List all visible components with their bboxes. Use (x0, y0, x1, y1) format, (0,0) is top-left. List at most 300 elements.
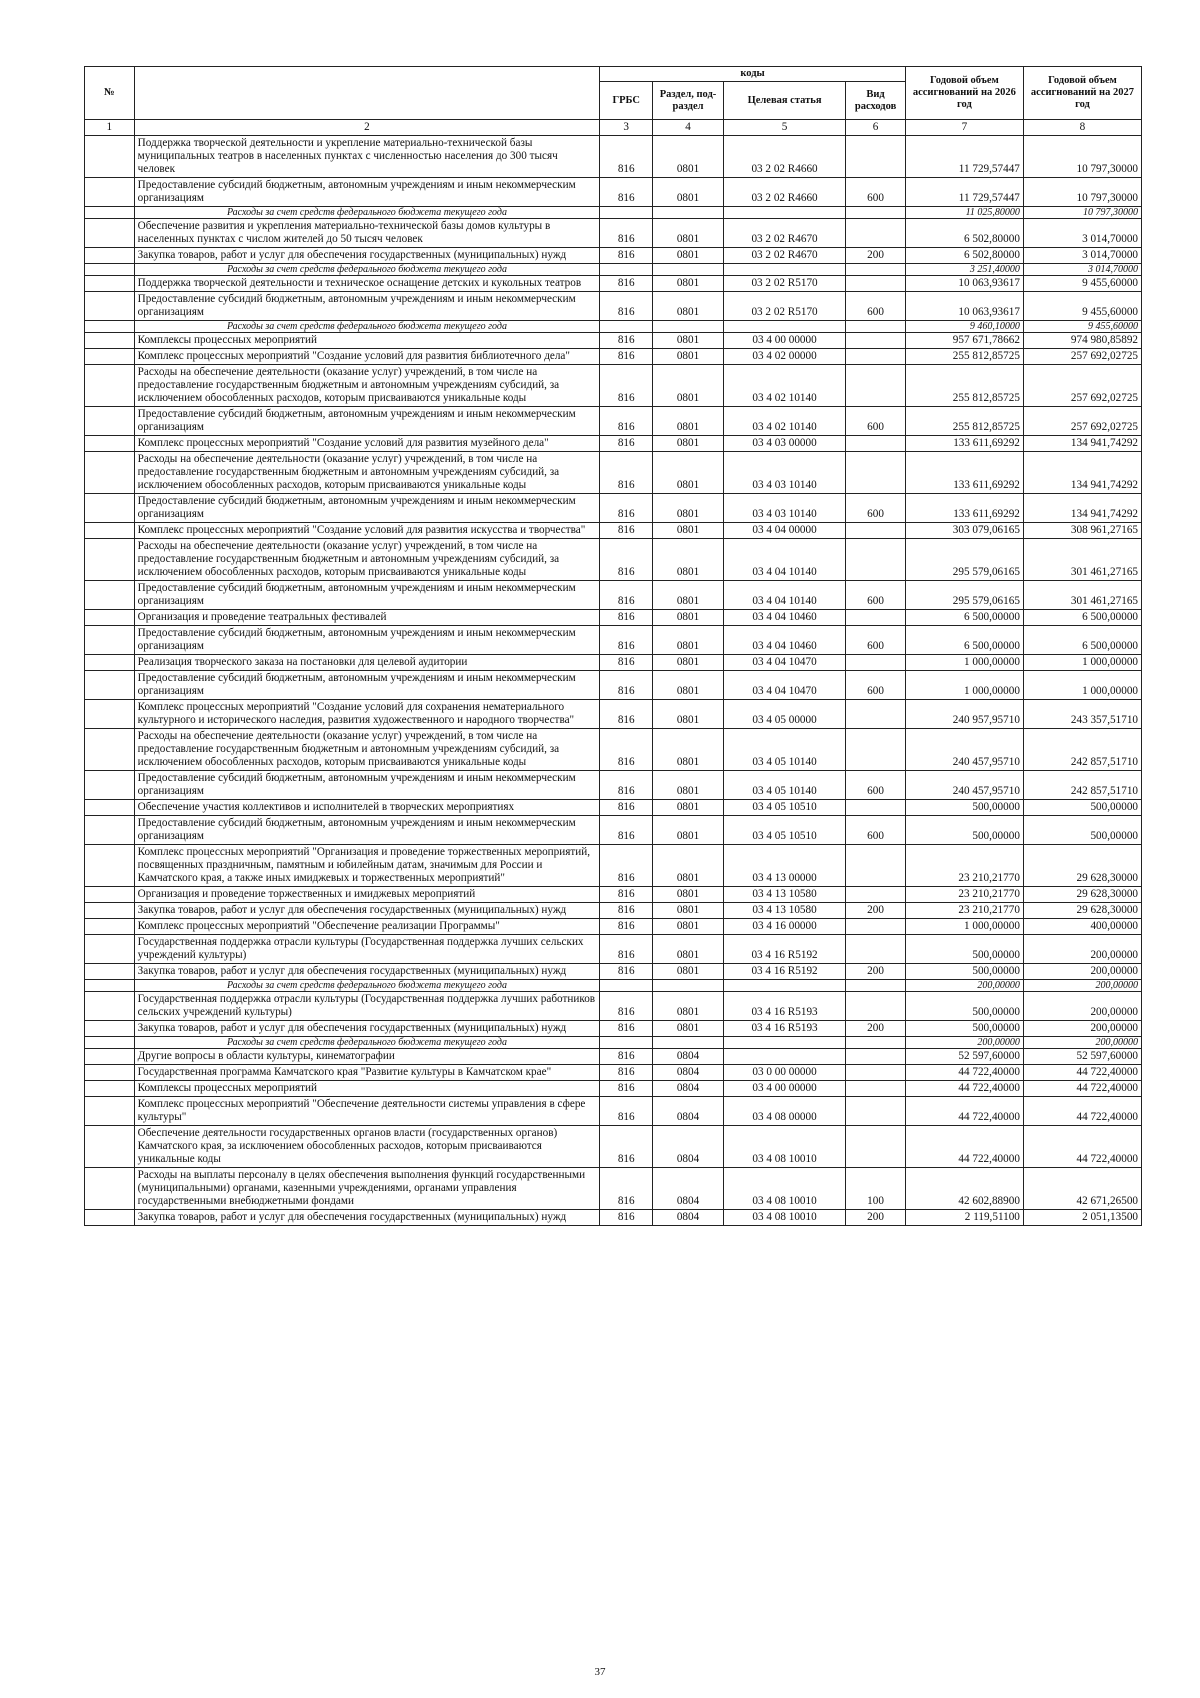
row-expense-type-cell: 200 (846, 903, 906, 919)
row-num-cell (85, 178, 135, 207)
table-row (85, 1168, 1142, 1210)
row-grbs-cell: 816 (600, 523, 653, 539)
row-expense-type-cell (846, 1037, 906, 1049)
row-2027-cell: 500,00000 (1023, 800, 1141, 816)
row-num-cell (85, 655, 135, 671)
federal-note-row (85, 1037, 1142, 1049)
row-expense-type-cell (846, 1049, 906, 1065)
row-2027-cell: 243 357,51710 (1023, 700, 1141, 729)
row-target-cell: 03 4 04 10140 (723, 539, 845, 581)
row-expense-type-cell (846, 980, 906, 992)
row-2027-cell: 9 455,60000 (1023, 276, 1141, 292)
table-row (85, 407, 1142, 436)
row-num-cell (85, 1049, 135, 1065)
row-expense-type-cell: 200 (846, 248, 906, 264)
row-section-cell: 0801 (653, 671, 724, 700)
row-grbs-cell: 816 (600, 1081, 653, 1097)
row-target-cell: 03 4 08 10010 (723, 1168, 845, 1210)
row-2026-cell: 23 210,21770 (905, 887, 1023, 903)
row-num-cell (85, 671, 135, 700)
header-name (134, 67, 600, 120)
table-row (85, 436, 1142, 452)
row-name-cell: Обеспечение деятельности государственных органов власти (государственных органов) Камчатского края, за исключением обособленных расходов, которым присваиваются уникальные коды (134, 1126, 600, 1168)
row-expense-type-cell: 600 (846, 771, 906, 800)
row-section-cell: 0801 (653, 136, 724, 178)
row-2027-cell: 10 797,30000 (1023, 136, 1141, 178)
row-num-cell (85, 992, 135, 1021)
row-target-cell (723, 321, 845, 333)
row-grbs-cell: 816 (600, 1049, 653, 1065)
row-2026-cell: 500,00000 (905, 1021, 1023, 1037)
row-name-cell: Комплекс процессных мероприятий "Обеспечение реализации Программы" (134, 919, 600, 935)
row-num-cell (85, 407, 135, 436)
row-2027-cell: 257 692,02725 (1023, 365, 1141, 407)
row-2026-cell: 6 500,00000 (905, 610, 1023, 626)
table-row (85, 1049, 1142, 1065)
row-grbs-cell: 816 (600, 671, 653, 700)
row-target-cell: 03 4 03 00000 (723, 436, 845, 452)
row-num-cell (85, 887, 135, 903)
row-2027-cell: 400,00000 (1023, 919, 1141, 935)
row-grbs-cell: 816 (600, 248, 653, 264)
row-name-cell: Поддержка творческой деятельности и укрепление материально-технической базы муниципальных театров в населенных пунктах с численностью населения до 300 тысяч человек (134, 136, 600, 178)
table-row (85, 992, 1142, 1021)
row-grbs-cell: 816 (600, 655, 653, 671)
row-num-cell (85, 903, 135, 919)
row-name-cell: Предоставление субсидий бюджетным, автономным учреждениям и иным некоммерческим организациям (134, 494, 600, 523)
table-row (85, 671, 1142, 700)
row-2027-cell: 1 000,00000 (1023, 671, 1141, 700)
table-row (85, 1210, 1142, 1226)
row-2027-cell: 44 722,40000 (1023, 1097, 1141, 1126)
row-target-cell: 03 4 08 00000 (723, 1097, 845, 1126)
row-section-cell: 0801 (653, 771, 724, 800)
row-num-cell (85, 1097, 135, 1126)
row-section-cell (653, 207, 724, 219)
row-num-cell (85, 845, 135, 887)
row-2027-cell: 44 722,40000 (1023, 1081, 1141, 1097)
row-2027-cell: 200,00000 (1023, 1037, 1141, 1049)
row-num-cell (85, 935, 135, 964)
row-name-cell: Предоставление субсидий бюджетным, автономным учреждениям и иным некоммерческим организациям (134, 292, 600, 321)
row-2027-cell: 200,00000 (1023, 1021, 1141, 1037)
row-name-cell: Государственная поддержка отрасли культуры (Государственная поддержка лучших сельских учреждений культуры) (134, 935, 600, 964)
row-section-cell: 0801 (653, 655, 724, 671)
table-row (85, 349, 1142, 365)
row-section-cell: 0801 (653, 887, 724, 903)
table-row (85, 178, 1142, 207)
row-target-cell: 03 4 05 10510 (723, 816, 845, 845)
row-grbs-cell: 816 (600, 581, 653, 610)
header-num: № (85, 67, 135, 120)
table-row (85, 276, 1142, 292)
row-2027-cell: 134 941,74292 (1023, 452, 1141, 494)
row-name-cell: Обеспечение участия коллективов и исполнителей в творческих мероприятиях (134, 800, 600, 816)
row-expense-type-cell (846, 136, 906, 178)
row-section-cell: 0804 (653, 1081, 724, 1097)
row-section-cell: 0801 (653, 1021, 724, 1037)
row-section-cell: 0801 (653, 365, 724, 407)
row-grbs-cell (600, 207, 653, 219)
row-grbs-cell (600, 264, 653, 276)
row-name-cell: Расходы на выплаты персоналу в целях обеспечения выполнения функций государственными (муниципальными) органами, казенными учреждениями, органами управления государственными внебюджетными фондами (134, 1168, 600, 1210)
row-2026-cell: 957 671,78662 (905, 333, 1023, 349)
row-name-cell: Государственная программа Камчатского края "Развитие культуры в Камчатском крае" (134, 1065, 600, 1081)
row-target-cell: 03 4 04 10140 (723, 581, 845, 610)
row-2026-cell: 11 025,80000 (905, 207, 1023, 219)
row-target-cell: 03 0 00 00000 (723, 1065, 845, 1081)
row-grbs-cell: 816 (600, 610, 653, 626)
row-2027-cell: 3 014,70000 (1023, 219, 1141, 248)
document-page (84, 66, 1142, 1226)
row-expense-type-cell: 600 (846, 671, 906, 700)
header-codes: коды (600, 67, 906, 82)
row-2026-cell: 303 079,06165 (905, 523, 1023, 539)
row-section-cell: 0801 (653, 610, 724, 626)
row-num-cell (85, 626, 135, 655)
row-grbs-cell: 816 (600, 1210, 653, 1226)
row-expense-type-cell (846, 321, 906, 333)
row-expense-type-cell (846, 1126, 906, 1168)
row-num-cell (85, 365, 135, 407)
table-body (85, 136, 1142, 1226)
table-row (85, 626, 1142, 655)
row-section-cell: 0801 (653, 436, 724, 452)
row-2027-cell: 29 628,30000 (1023, 887, 1141, 903)
row-2027-cell: 6 500,00000 (1023, 610, 1141, 626)
row-section-cell: 0801 (653, 523, 724, 539)
row-num-cell (85, 610, 135, 626)
row-2026-cell: 44 722,40000 (905, 1126, 1023, 1168)
row-2026-cell: 10 063,93617 (905, 292, 1023, 321)
row-target-cell: 03 4 13 10580 (723, 887, 845, 903)
row-grbs-cell: 816 (600, 800, 653, 816)
row-expense-type-cell (846, 264, 906, 276)
row-target-cell: 03 4 13 00000 (723, 845, 845, 887)
row-2026-cell: 500,00000 (905, 800, 1023, 816)
row-target-cell: 03 4 05 10510 (723, 800, 845, 816)
row-num-cell (85, 581, 135, 610)
row-section-cell: 0804 (653, 1097, 724, 1126)
table-row (85, 845, 1142, 887)
row-section-cell: 0801 (653, 581, 724, 610)
row-2027-cell: 29 628,30000 (1023, 845, 1141, 887)
row-2026-cell: 500,00000 (905, 816, 1023, 845)
row-expense-type-cell (846, 349, 906, 365)
header-target: Целевая статья (723, 82, 845, 120)
row-name-cell: Организация и проведение торжественных и имиджевых мероприятий (134, 887, 600, 903)
row-2026-cell: 44 722,40000 (905, 1081, 1023, 1097)
row-name-cell: Закупка товаров, работ и услуг для обеспечения государственных (муниципальных) нужд (134, 964, 600, 980)
row-expense-type-cell (846, 992, 906, 1021)
row-num-cell (85, 1168, 135, 1210)
row-name-cell: Предоставление субсидий бюджетным, автономным учреждениям и иным некоммерческим организациям (134, 671, 600, 700)
row-expense-type-cell: 600 (846, 292, 906, 321)
row-grbs-cell (600, 1037, 653, 1049)
row-section-cell: 0804 (653, 1210, 724, 1226)
row-section-cell: 0801 (653, 964, 724, 980)
row-name-cell: Расходы на обеспечение деятельности (оказание услуг) учреждений, в том числе на предоставление государственным бюджетным и автономным учреждениям субсидий, за исключением обособленных расходов, которым присваиваются уникальные коды (134, 729, 600, 771)
row-num-cell (85, 1081, 135, 1097)
row-2027-cell: 44 722,40000 (1023, 1065, 1141, 1081)
row-target-cell: 03 4 02 10140 (723, 407, 845, 436)
row-2026-cell: 133 611,69292 (905, 452, 1023, 494)
table-row (85, 333, 1142, 349)
row-2026-cell: 200,00000 (905, 980, 1023, 992)
row-target-cell: 03 4 08 10010 (723, 1210, 845, 1226)
table-row (85, 935, 1142, 964)
row-expense-type-cell (846, 539, 906, 581)
column-numbers-row: 1 2 3 4 5 6 7 8 (85, 120, 1142, 136)
row-target-cell: 03 4 00 00000 (723, 333, 845, 349)
table-row (85, 1097, 1142, 1126)
row-grbs-cell: 816 (600, 887, 653, 903)
row-expense-type-cell (846, 333, 906, 349)
row-2027-cell: 242 857,51710 (1023, 771, 1141, 800)
row-section-cell: 0801 (653, 700, 724, 729)
row-name-cell: Комплекс процессных мероприятий "Организация и проведение торжественных мероприятий, посвященных праздничным, памятным и юбилейным датам, значимым для России и Камчатского края, а также иных имиджевых и торжественных мероприятий" (134, 845, 600, 887)
row-target-cell: 03 4 03 10140 (723, 452, 845, 494)
table-row (85, 539, 1142, 581)
row-name-cell: Закупка товаров, работ и услуг для обеспечения государственных (муниципальных) нужд (134, 1210, 600, 1226)
row-2026-cell: 240 457,95710 (905, 771, 1023, 800)
row-target-cell: 03 2 02 R5170 (723, 292, 845, 321)
row-grbs-cell: 816 (600, 700, 653, 729)
row-expense-type-cell (846, 523, 906, 539)
row-2026-cell: 3 251,40000 (905, 264, 1023, 276)
row-grbs-cell: 816 (600, 1168, 653, 1210)
row-name-cell: Предоставление субсидий бюджетным, автономным учреждениям и иным некоммерческим организациям (134, 581, 600, 610)
row-expense-type-cell (846, 655, 906, 671)
row-grbs-cell: 816 (600, 436, 653, 452)
row-name-cell: Комплекс процессных мероприятий "Создание условий для развития музейного дела" (134, 436, 600, 452)
row-name-cell: Комплексы процессных мероприятий (134, 333, 600, 349)
row-2026-cell: 500,00000 (905, 935, 1023, 964)
row-target-cell: 03 4 16 R5192 (723, 964, 845, 980)
row-section-cell: 0801 (653, 219, 724, 248)
row-num-cell (85, 292, 135, 321)
row-num-cell (85, 452, 135, 494)
row-grbs-cell: 816 (600, 1097, 653, 1126)
row-grbs-cell: 816 (600, 626, 653, 655)
row-2027-cell: 308 961,27165 (1023, 523, 1141, 539)
row-expense-type-cell: 600 (846, 178, 906, 207)
row-grbs-cell: 816 (600, 407, 653, 436)
row-expense-type-cell (846, 845, 906, 887)
table-row (85, 136, 1142, 178)
row-name-cell: Расходы за счет средств федерального бюджета текущего года (134, 1037, 600, 1049)
table-row (85, 887, 1142, 903)
row-2027-cell: 200,00000 (1023, 935, 1141, 964)
row-name-cell: Организация и проведение театральных фестивалей (134, 610, 600, 626)
row-2027-cell: 9 455,60000 (1023, 292, 1141, 321)
row-expense-type-cell: 100 (846, 1168, 906, 1210)
row-target-cell: 03 4 04 00000 (723, 523, 845, 539)
table-row (85, 655, 1142, 671)
table-row (85, 494, 1142, 523)
row-section-cell: 0804 (653, 1049, 724, 1065)
row-2026-cell: 240 457,95710 (905, 729, 1023, 771)
row-section-cell: 0801 (653, 919, 724, 935)
row-2026-cell: 6 502,80000 (905, 248, 1023, 264)
row-num-cell (85, 771, 135, 800)
table-row (85, 219, 1142, 248)
table-row (85, 771, 1142, 800)
row-2027-cell: 1 000,00000 (1023, 655, 1141, 671)
row-section-cell: 0801 (653, 935, 724, 964)
federal-note-row (85, 264, 1142, 276)
table-row (85, 816, 1142, 845)
row-target-cell (723, 264, 845, 276)
row-name-cell: Комплекс процессных мероприятий "Создание условий для развития искусства и творчества" (134, 523, 600, 539)
row-target-cell (723, 207, 845, 219)
table-row (85, 729, 1142, 771)
row-num-cell (85, 219, 135, 248)
row-2027-cell: 10 797,30000 (1023, 207, 1141, 219)
table-row (85, 248, 1142, 264)
row-2027-cell: 200,00000 (1023, 980, 1141, 992)
row-2027-cell: 9 455,60000 (1023, 321, 1141, 333)
row-name-cell: Закупка товаров, работ и услуг для обеспечения государственных (муниципальных) нужд (134, 248, 600, 264)
row-expense-type-cell (846, 935, 906, 964)
row-section-cell: 0801 (653, 292, 724, 321)
table-row (85, 903, 1142, 919)
row-grbs-cell: 816 (600, 771, 653, 800)
row-target-cell: 03 2 02 R4660 (723, 136, 845, 178)
row-grbs-cell: 816 (600, 919, 653, 935)
row-name-cell: Расходы за счет средств федерального бюджета текущего года (134, 207, 600, 219)
row-2027-cell: 2 051,13500 (1023, 1210, 1141, 1226)
budget-table (84, 66, 1142, 1226)
row-expense-type-cell (846, 219, 906, 248)
row-2026-cell: 2 119,51100 (905, 1210, 1023, 1226)
row-expense-type-cell (846, 610, 906, 626)
row-name-cell: Комплекс процессных мероприятий "Обеспечение деятельности системы управления в сфере культуры" (134, 1097, 600, 1126)
row-target-cell (723, 1049, 845, 1065)
row-section-cell: 0801 (653, 452, 724, 494)
row-target-cell: 03 4 16 R5193 (723, 1021, 845, 1037)
row-num-cell (85, 800, 135, 816)
row-name-cell: Реализация творческого заказа на постановки для целевой аудитории (134, 655, 600, 671)
row-2027-cell: 10 797,30000 (1023, 178, 1141, 207)
row-name-cell: Закупка товаров, работ и услуг для обеспечения государственных (муниципальных) нужд (134, 903, 600, 919)
row-grbs-cell: 816 (600, 365, 653, 407)
row-name-cell: Предоставление субсидий бюджетным, автономным учреждениям и иным некоммерческим организациям (134, 771, 600, 800)
row-section-cell: 0801 (653, 349, 724, 365)
table-row (85, 1081, 1142, 1097)
table-row (85, 523, 1142, 539)
row-2026-cell: 295 579,06165 (905, 581, 1023, 610)
row-num-cell (85, 321, 135, 333)
table-row (85, 1065, 1142, 1081)
row-num-cell (85, 349, 135, 365)
row-expense-type-cell: 200 (846, 1210, 906, 1226)
row-section-cell: 0801 (653, 248, 724, 264)
row-num-cell (85, 523, 135, 539)
row-grbs-cell (600, 980, 653, 992)
row-2027-cell: 44 722,40000 (1023, 1126, 1141, 1168)
row-num-cell (85, 964, 135, 980)
row-grbs-cell: 816 (600, 1065, 653, 1081)
row-target-cell: 03 4 13 10580 (723, 903, 845, 919)
row-2026-cell: 11 729,57447 (905, 178, 1023, 207)
row-expense-type-cell: 600 (846, 494, 906, 523)
row-target-cell: 03 4 16 00000 (723, 919, 845, 935)
row-name-cell: Расходы за счет средств федерального бюджета текущего года (134, 980, 600, 992)
row-name-cell: Расходы за счет средств федерального бюджета текущего года (134, 321, 600, 333)
row-grbs-cell: 816 (600, 729, 653, 771)
row-expense-type-cell: 600 (846, 816, 906, 845)
page-number: 37 (594, 1666, 606, 1678)
row-2027-cell: 500,00000 (1023, 816, 1141, 845)
row-target-cell: 03 4 08 10010 (723, 1126, 845, 1168)
row-section-cell: 0801 (653, 729, 724, 771)
row-section-cell: 0801 (653, 992, 724, 1021)
row-expense-type-cell (846, 729, 906, 771)
row-target-cell: 03 4 04 10460 (723, 626, 845, 655)
row-name-cell: Комплекс процессных мероприятий "Создание условий для развития библиотечного дела" (134, 349, 600, 365)
header-2026: Годовой объем ассигнований на 2026 год (905, 67, 1023, 120)
row-grbs-cell: 816 (600, 935, 653, 964)
row-section-cell: 0801 (653, 276, 724, 292)
row-name-cell: Комплексы процессных мероприятий (134, 1081, 600, 1097)
row-section-cell: 0801 (653, 178, 724, 207)
row-2027-cell: 200,00000 (1023, 992, 1141, 1021)
row-num-cell (85, 276, 135, 292)
row-expense-type-cell (846, 800, 906, 816)
row-2026-cell: 11 729,57447 (905, 136, 1023, 178)
row-grbs-cell: 816 (600, 219, 653, 248)
row-section-cell: 0801 (653, 626, 724, 655)
row-num-cell (85, 494, 135, 523)
row-2027-cell: 200,00000 (1023, 964, 1141, 980)
row-2027-cell: 52 597,60000 (1023, 1049, 1141, 1065)
table-row (85, 292, 1142, 321)
row-2027-cell: 134 941,74292 (1023, 494, 1141, 523)
row-2027-cell: 134 941,74292 (1023, 436, 1141, 452)
row-section-cell (653, 980, 724, 992)
row-target-cell (723, 1037, 845, 1049)
row-target-cell: 03 4 00 00000 (723, 1081, 845, 1097)
row-expense-type-cell (846, 700, 906, 729)
row-section-cell (653, 1037, 724, 1049)
row-name-cell: Предоставление субсидий бюджетным, автономным учреждениям и иным некоммерческим организациям (134, 407, 600, 436)
row-num-cell (85, 1037, 135, 1049)
row-section-cell: 0801 (653, 903, 724, 919)
header-2027: Годовой объем ассигнований на 2027 год (1023, 67, 1141, 120)
row-grbs-cell: 816 (600, 452, 653, 494)
row-section-cell: 0804 (653, 1126, 724, 1168)
row-target-cell: 03 2 02 R5170 (723, 276, 845, 292)
row-expense-type-cell (846, 365, 906, 407)
header-grbs: ГРБС (600, 82, 653, 120)
row-2027-cell: 242 857,51710 (1023, 729, 1141, 771)
row-section-cell: 0804 (653, 1168, 724, 1210)
row-grbs-cell: 816 (600, 333, 653, 349)
row-2026-cell: 52 597,60000 (905, 1049, 1023, 1065)
row-2026-cell: 133 611,69292 (905, 494, 1023, 523)
row-section-cell: 0801 (653, 816, 724, 845)
row-num-cell (85, 1065, 135, 1081)
row-target-cell: 03 4 04 10470 (723, 655, 845, 671)
row-target-cell: 03 4 04 10460 (723, 610, 845, 626)
header-razdel: Раздел, под-раздел (653, 82, 724, 120)
row-2026-cell: 200,00000 (905, 1037, 1023, 1049)
row-name-cell: Комплекс процессных мероприятий "Создание условий для сохранения нематериального культурного и исторического наследия, развития художественного и народного творчества" (134, 700, 600, 729)
row-grbs-cell: 816 (600, 992, 653, 1021)
row-grbs-cell: 816 (600, 292, 653, 321)
row-target-cell: 03 4 05 00000 (723, 700, 845, 729)
